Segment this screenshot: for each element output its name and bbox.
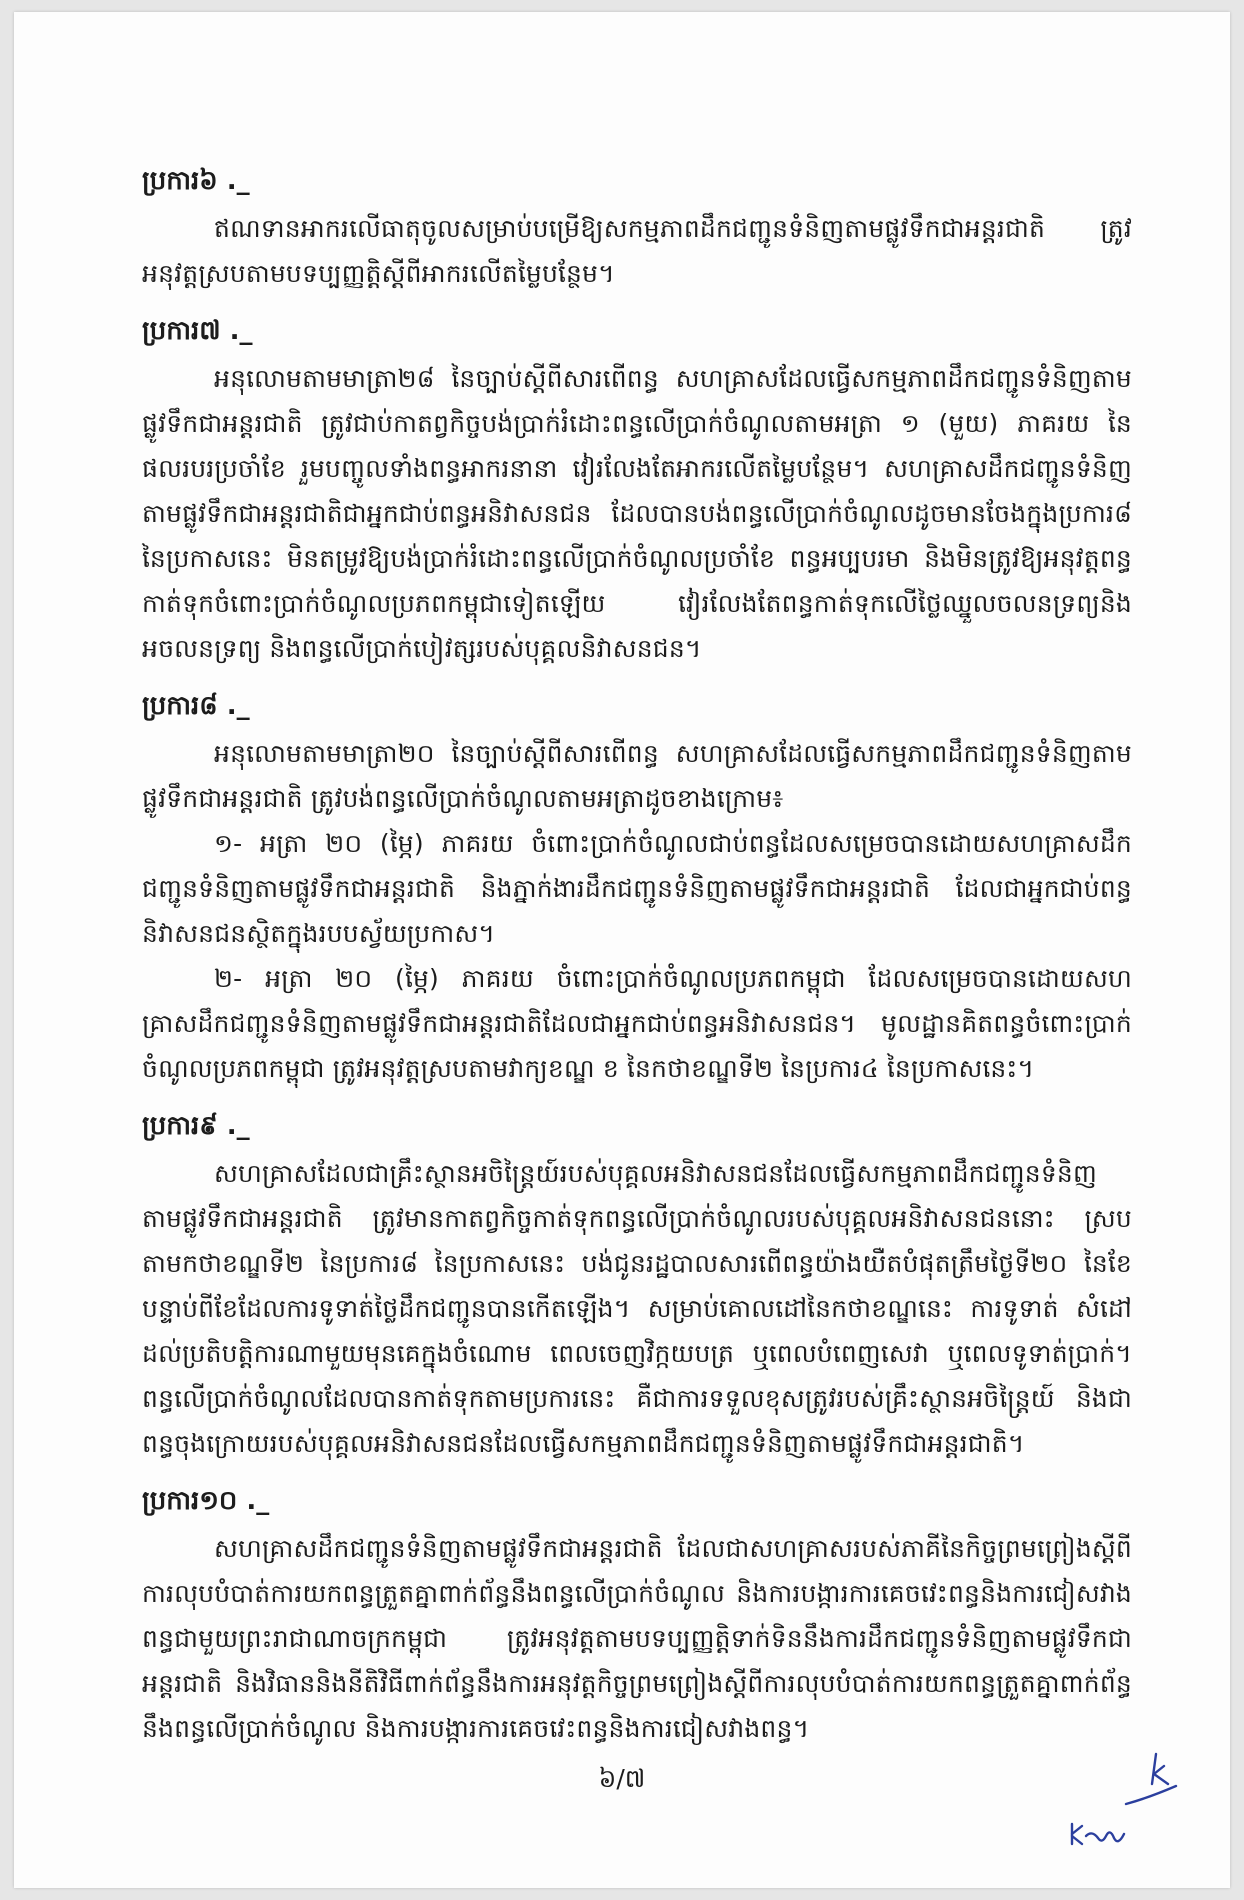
article-9-paragraph-1: សហគ្រាសដែលជាគ្រឹះស្ថានអចិន្ត្រៃយ៍របស់បុគ្គលអនិវាសនជនដែលធ្វើសកម្មភាពដឹកជញ្ជូនទំនិញតាមផ្លូវទឹកជាអន្តរជាតិ ត្រូវមានកាតព្វកិច្ចកាត់ទុកពន្ធលើប្រាក់ចំណូលរបស់បុគ្គលអនិវាសនជននោះ ស្របតាមកថាខណ្ឌទី២ នៃប្រការ៨ នៃប្រកាសនេះ បង់ជូនរដ្ឋបាលសារពើពន្ធយ៉ាងយឺតបំផុតត្រឹមថ្ងៃទី២០ នៃខែបន្ទាប់ពីខែដែលការទូទាត់ថ្លៃដឹកជញ្ជូនបានកើតឡើង។ សម្រាប់គោលដៅនៃកថាខណ្ឌនេះ ការទូទាត់ សំដៅដល់ប្រតិបត្តិការណាមួយមុនគេក្នុងចំណោម ពេលចេញវិក្កយបត្រ ឬពេលបំពេញសេវា ឬពេលទូទាត់ប្រាក់។ ពន្ធលើប្រាក់ចំណូលដែលបានកាត់ទុកតាមប្រការនេះ គឺជាការទទួលខុសត្រូវរបស់គ្រឹះស្ថានអចិន្ត្រៃយ៍ និងជាពន្ធចុងក្រោយរបស់បុគ្គលអនិវាសនជនដែលធ្វើសកម្មភាពដឹកជញ្ជូនទំនិញតាមផ្លូវទឹកជាអន្តរជាតិ។ <box>142 1159 1132 1458</box>
handwritten-initials <box>1064 1744 1184 1854</box>
document-page <box>14 12 1230 1888</box>
article-7-heading: ប្រការ៧ ._ <box>142 316 253 346</box>
article-6-heading: ប្រការ៦ ._ <box>142 166 250 196</box>
article-10 <box>142 1482 1132 1751</box>
article-10-paragraph-1: សហគ្រាសដឹកជញ្ជូនទំនិញតាមផ្លូវទឹកជាអន្តរជាតិ ដែលជាសហគ្រាសរបស់ភាគីនៃកិច្ចព្រមព្រៀងស្តីពីការលុបបំបាត់ការយកពន្ធត្រួតគ្នាពាក់ព័ន្ធនឹងពន្ធលើប្រាក់ចំណូល និងការបង្ការការគេចវេះពន្ធនិងការជៀសវាងពន្ធជាមួយព្រះរាជាណាចក្រកម្ពុជា ត្រូវអនុវត្តតាមបទប្បញ្ញត្តិទាក់ទិននឹងការដឹកជញ្ជូនទំនិញតាមផ្លូវទឹកជាអន្តរជាតិ និងវិធាននិងនីតិវិធីពាក់ព័ន្ធនឹងការអនុវត្តកិច្ចព្រមព្រៀងស្តីពីការលុបបំបាត់ការយកពន្ធត្រួតគ្នាពាក់ព័ន្ធនឹងពន្ធលើប្រាក់ចំណូល និងការបង្ការការគេចវេះពន្ធនិងការជៀសវាងពន្ធ។ <box>142 1534 1132 1743</box>
article-6 <box>142 162 1132 296</box>
article-8-item-1: ១- អត្រា ២០ (ម្ភៃ) ភាគរយ ចំពោះប្រាក់ចំណូលជាប់ពន្ធដែលសម្រេចបានដោយសហគ្រាសដឹកជញ្ជូនទំនិញតាមផ្លូវទឹកជាអន្តរជាតិ និងភ្នាក់ងារដឹកជញ្ជូនទំនិញតាមផ្លូវទឹកជាអន្តរជាតិ ដែលជាអ្នកជាប់ពន្ធនិវាសនជនស្ថិតក្នុងរបបស្វ័យប្រកាស។ <box>142 829 1132 948</box>
article-9 <box>142 1107 1132 1466</box>
article-9-heading: ប្រការ៩ ._ <box>142 1111 250 1141</box>
article-8-paragraph-1: អនុលោមតាមមាត្រា២០ នៃច្បាប់ស្តីពីសារពើពន្ធ សហគ្រាសដែលធ្វើសកម្មភាពដឹកជញ្ជូនទំនិញតាមផ្លូវទឹកជាអន្តរជាតិ ត្រូវបង់ពន្ធលើប្រាក់ចំណូលតាមអត្រាដូចខាងក្រោម៖ <box>142 739 1132 813</box>
article-8-heading: ប្រការ៨ ._ <box>142 691 250 721</box>
document-body <box>142 162 1132 1751</box>
article-8-item-2: ២- អត្រា ២០ (ម្ភៃ) ភាគរយ ចំពោះប្រាក់ចំណូលប្រភពកម្ពុជា ដែលសម្រេចបានដោយសហគ្រាសដឹកជញ្ជូនទំនិញតាមផ្លូវទឹកជាអន្តរជាតិដែលជាអ្នកជាប់ពន្ធអនិវាសនជន។ មូលដ្ឋានគិតពន្ធចំពោះប្រាក់ចំណូលប្រភពកម្ពុជា ត្រូវអនុវត្តស្របតាមវាក្យខណ្ឌ ខ នៃកថាខណ្ឌទី២ នៃប្រការ៤ នៃប្រកាសនេះ។ <box>142 964 1132 1083</box>
article-7 <box>142 312 1132 671</box>
article-7-paragraph-1: អនុលោមតាមមាត្រា២៨ នៃច្បាប់ស្តីពីសារពើពន្ធ សហគ្រាសដែលធ្វើសកម្មភាពដឹកជញ្ជូនទំនិញតាមផ្លូវទឹកជាអន្តរជាតិ ត្រូវជាប់កាតព្វកិច្ចបង់ប្រាក់រំដោះពន្ធលើប្រាក់ចំណូលតាមអត្រា ១ (មួយ) ភាគរយ នៃផលរបរប្រចាំខែ រួមបញ្ចូលទាំងពន្ធអាករនានា វៀរលែងតែអាករលើតម្លៃបន្ថែម។ សហគ្រាសដឹកជញ្ជូនទំនិញតាមផ្លូវទឹកជាអន្តរជាតិជាអ្នកជាប់ពន្ធអនិវាសនជន ដែលបានបង់ពន្ធលើប្រាក់ចំណូលដូចមានចែងក្នុងប្រការ៨ នៃប្រកាសនេះ មិនតម្រូវឱ្យបង់ប្រាក់រំដោះពន្ធលើប្រាក់ចំណូលប្រចាំខែ ពន្ធអប្បបរមា និងមិនត្រូវឱ្យអនុវត្តពន្ធកាត់ទុកចំពោះប្រាក់ចំណូលប្រភពកម្ពុជាទៀតឡើយ វៀរលែងតែពន្ធកាត់ទុកលើថ្លៃឈ្នួលចលនទ្រព្យនិងអចលនទ្រព្យ និងពន្ធលើប្រាក់បៀវត្សរបស់បុគ្គលនិវាសនជន។ <box>142 364 1132 663</box>
article-8 <box>142 687 1132 1091</box>
article-10-heading: ប្រការ១០ ._ <box>142 1486 270 1516</box>
page-number: ៦/៧ <box>598 1764 646 1793</box>
article-6-paragraph-1: ឥណទានអាករលើធាតុចូលសម្រាប់បម្រើឱ្យសកម្មភាពដឹកជញ្ជូនទំនិញតាមផ្លូវទឹកជាអន្តរជាតិ ត្រូវអនុវត្តស្របតាមបទប្បញ្ញត្តិស្តីពីអាករលើតម្លៃបន្ថែម។ <box>142 214 1132 288</box>
